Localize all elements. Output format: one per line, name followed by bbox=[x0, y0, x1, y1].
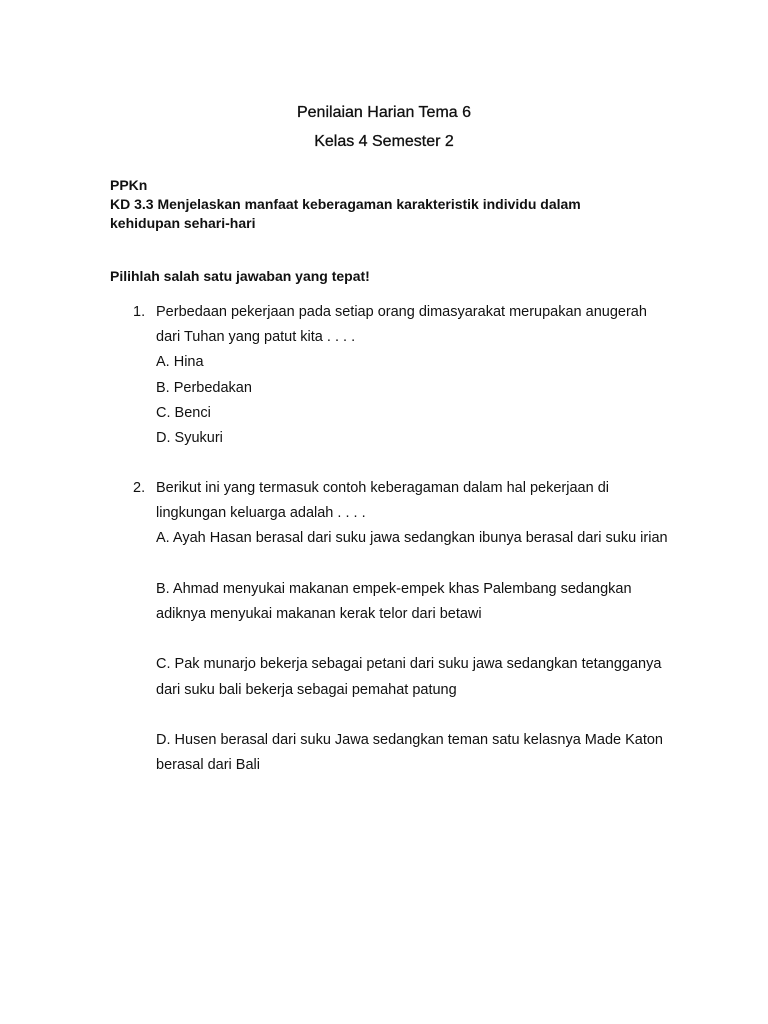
option-a: A. Hina bbox=[156, 354, 204, 371]
option-a: A. Ayah Hasan berasal dari suku jawa sedangkan ibunya berasal dari suku irian bbox=[156, 530, 668, 547]
page-title: Penilaian Harian Tema 6 bbox=[296, 104, 472, 121]
subject-label: PPKn bbox=[110, 177, 148, 193]
question-number: 1. bbox=[133, 304, 146, 320]
instruction-text: Pilihlah salah satu jawaban yang tepat! bbox=[110, 268, 370, 284]
option-c: C. Pak munarjo bekerja sebagai petani dari suku jawa sedangkan tetangganya dari suku bali bekerja sebagai pemahat patung bbox=[156, 656, 662, 698]
question-text: Perbedaan pekerjaan pada setiap orang dimasyarakat merupakan anugerah dari Tuhan yang patut kita . . . . bbox=[156, 304, 647, 346]
competency-statement: KD 3.3 Menjelaskan manfaat keberagaman karakteristik individu dalam kehidupan sehari-hari bbox=[110, 196, 581, 231]
question-1 bbox=[133, 300, 673, 451]
option-d: D. Husen berasal dari suku Jawa sedangkan teman satu kelasnya Made Katon berasal dari Bali bbox=[156, 731, 663, 774]
question-2 bbox=[133, 476, 673, 778]
option-d: D. Syukuri bbox=[156, 430, 223, 447]
page-subtitle: Kelas 4 Semester 2 bbox=[314, 133, 454, 150]
option-c: C. Benci bbox=[156, 404, 211, 421]
option-b: B. Perbedakan bbox=[156, 379, 252, 396]
question-text: Berikut ini yang termasuk contoh keberagaman dalam hal pekerjaan di lingkungan keluarga adalah . . . . bbox=[156, 480, 609, 522]
option-b: B. Ahmad menyukai makanan empek-empek khas Palembang sedangkan adiknya menyukai makanan kerak telor dari betawi bbox=[156, 580, 632, 622]
question-number: 2. bbox=[133, 480, 146, 496]
